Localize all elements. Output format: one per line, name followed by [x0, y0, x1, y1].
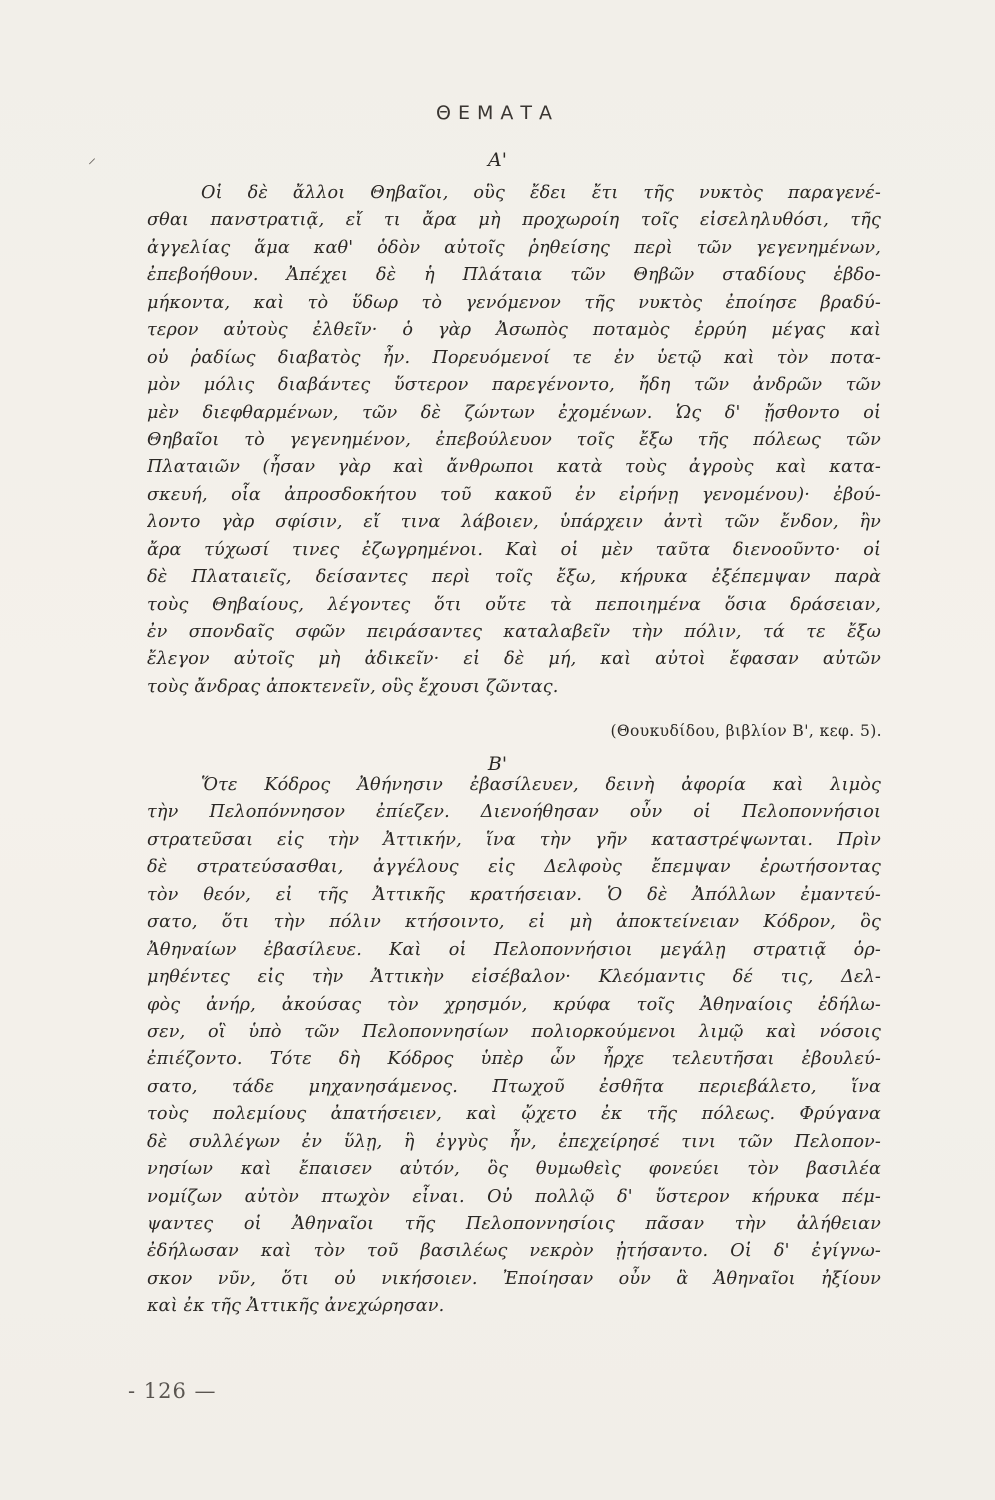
- text-line: μὲν διεφθαρμένων, τῶν δὲ ζώντων ἐχομένων. Ὡς δ' ᾔσθοντο οἱ: [147, 402, 881, 423]
- text-line: νησίων καὶ ἔπαισεν αὐτόν, ὃς θυμωθεὶς φονεύει τὸν βασιλέα: [147, 1159, 881, 1180]
- text-line: φὸς ἀνήρ, ἀκούσας τὸν χρησμόν, κρύφα τοῖς Ἀθηναίοις ἐδήλω-: [147, 994, 881, 1015]
- page-number: - 126 —: [128, 1379, 217, 1403]
- text-line: Ὅτε Κόδρος Ἀθήνησιν ἐβασίλευεν, δεινὴ ἀφορία καὶ λιμὸς: [201, 775, 881, 795]
- text-line: τὴν Πελοπόννησον ἐπίεζεν. Διενοήθησαν οὖν οἱ Πελοποννήσιοι: [147, 802, 881, 823]
- text-line: σεν, οἳ ὑπὸ τῶν Πελοποννησίων πολιορκούμενοι λιμῷ καὶ νόσοις: [147, 1021, 881, 1042]
- text-line: ἐδήλωσαν καὶ τὸν τοῦ βασιλέως νεκρὸν ᾐτήσαντο. Οἱ δ' ἐγίγνω-: [147, 1241, 881, 1262]
- text-line: σκον νῦν, ὅτι οὐ νικήσοιεν. Ἐποίησαν οὖν ἃ Ἀθηναῖοι ἠξίουν: [147, 1268, 881, 1289]
- text-line: σατο, τάδε μηχανησάμενος. Πτωχοῦ ἐσθῆτα περιεβάλετο, ἵνα: [147, 1076, 881, 1097]
- text-line: σκευή, οἷα ἀπροσδοκήτου τοῦ κακοῦ ἐν εἰρήνῃ γενομένου)· ἐβού-: [147, 484, 881, 505]
- thucydides-citation: (Θουκυδίδου, βιβλίον Β', κεφ. 5).: [610, 722, 882, 740]
- text-line: μηθέντες εἰς τὴν Ἀττικὴν εἰσέβαλον· Κλεόμαντις δέ τις, Δελ-: [147, 967, 881, 988]
- text-line: λοντο γὰρ σφίσιν, εἴ τινα λάβοιεν, ὑπάρχειν ἀντὶ τῶν ἔνδον, ἢν: [147, 512, 881, 533]
- text-line: ἐπεβοήθουν. Ἀπέχει δὲ ἡ Πλάταια τῶν Θηβῶν σταδίους ἑβδο-: [147, 265, 881, 286]
- text-line: τερον αὐτοὺς ἐλθεῖν· ὁ γὰρ Ἀσωπὸς ποταμὸς ἐρρύη μέγας καὶ: [147, 320, 881, 341]
- text-line: τοὺς ἄνδρας ἀποκτενεῖν, οὓς ἔχουσι ζῶντας.: [147, 676, 559, 697]
- text-line: σατο, ὅτι τὴν πόλιν κτήσοιντο, εἰ μὴ ἀποκτείνειαν Κόδρον, ὃς: [147, 912, 881, 933]
- text-line: δὲ Πλαταιεῖς, δείσαντες περὶ τοῖς ἔξω, κήρυκα ἐξέπεμψαν παρὰ: [147, 567, 881, 588]
- text-line: νομίζων αὐτὸν πτωχὸν εἶναι. Οὐ πολλῷ δ' ὕστερον κήρυκα πέμ-: [147, 1186, 881, 1207]
- text-line: ἐν σπονδαῖς σφῶν πειράσαντες καταλαβεῖν τὴν πόλιν, τά τε ἔξω: [147, 622, 881, 642]
- text-line: ἐπιέζοντο. Τότε δὴ Κόδρος ὑπὲρ ὧν ἦρχε τελευτῆσαι ἐβουλεύ-: [147, 1049, 881, 1070]
- text-line: οὐ ῥαδίως διαβατὸς ἦν. Πορευόμενοί τε ἐν ὑετῷ καὶ τὸν ποτα-: [147, 347, 881, 368]
- text-line: Θηβαῖοι τὸ γεγενημένον, ἐπεβούλευον τοῖς ἔξω τῆς πόλεως τῶν: [147, 429, 881, 450]
- section-b-text: [147, 772, 881, 1321]
- text-line: τοὺς Θηβαίους, λέγοντες ὅτι οὔτε τὰ πεποιημένα ὅσια δράσειαν,: [147, 594, 881, 615]
- text-line: ψαντες οἱ Ἀθηναῖοι τῆς Πελοποννησίοις πᾶσαν τὴν ἀλήθειαν: [147, 1214, 881, 1234]
- section-a-heading: Α': [488, 149, 507, 171]
- text-line: ἔλεγον αὐτοῖς μὴ ἀδικεῖν· εἰ δὲ μή, καὶ αὐτοὶ ἔφασαν αὐτῶν: [147, 649, 881, 670]
- section-a-text: [147, 180, 881, 701]
- text-line: σθαι πανστρατιᾷ, εἴ τι ἄρα μὴ προχωροίη τοῖς εἰσεληλυθόσι, τῆς: [147, 210, 881, 231]
- text-line: τὸν θεόν, εἰ τῆς Ἀττικῆς κρατήσειαν. Ὁ δὲ Ἀπόλλων ἐμαντεύ-: [147, 884, 881, 905]
- text-line: ἄρα τύχωσί τινες ἐζωγρημένοι. Καὶ οἱ μὲν ταῦτα διενοοῦντο· οἱ: [147, 539, 881, 560]
- text-line: Πλαταιῶν (ἦσαν γὰρ καὶ ἄνθρωποι κατὰ τοὺς ἀγροὺς καὶ κατα-: [147, 457, 881, 478]
- text-line: μήκοντα, καὶ τὸ ὕδωρ τὸ γενόμενον τῆς νυκτὸς ἐποίησε βραδύ-: [147, 292, 881, 313]
- text-line: Οἱ δὲ ἄλλοι Θηβαῖοι, οὓς ἔδει ἔτι τῆς νυκτὸς παραγενέ-: [201, 183, 881, 203]
- section-b-heading: Β': [487, 753, 508, 775]
- text-line: καὶ ἐκ τῆς Ἀττικῆς ἀνεχώρησαν.: [147, 1296, 445, 1317]
- text-line: δὲ στρατεύσασθαι, ἀγγέλους εἰς Δελφοὺς ἔπεμψαν ἐρωτήσοντας: [147, 857, 881, 878]
- stray-pencil-mark: ⸝: [88, 148, 97, 167]
- text-line: μὸν μόλις διαβάντες ὕστερον παρεγένοντο, ἤδη τῶν ἀνδρῶν τῶν: [147, 375, 881, 396]
- page-title: ΘΕΜΑΤΑ: [436, 102, 559, 124]
- text-line: ἀγγελίας ἅμα καθ' ὁδὸν αὐτοῖς ῥηθείσης περὶ τῶν γεγενημένων,: [147, 237, 881, 258]
- text-line: δὲ συλλέγων ἐν ὕλῃ, ἣ ἐγγὺς ἦν, ἐπεχείρησέ τινι τῶν Πελοπον-: [147, 1131, 881, 1152]
- text-line: Ἀθηναίων ἐβασίλευε. Καὶ οἱ Πελοποννήσιοι μεγάλῃ στρατιᾷ ὁρ-: [147, 939, 881, 960]
- text-line: στρατεῦσαι εἰς τὴν Ἀττικήν, ἵνα τὴν γῆν καταστρέψωνται. Πρὶν: [147, 829, 881, 850]
- text-line: τοὺς πολεμίους ἀπατήσειεν, καὶ ᾤχετο ἐκ τῆς πόλεως. Φρύγανα: [147, 1104, 881, 1125]
